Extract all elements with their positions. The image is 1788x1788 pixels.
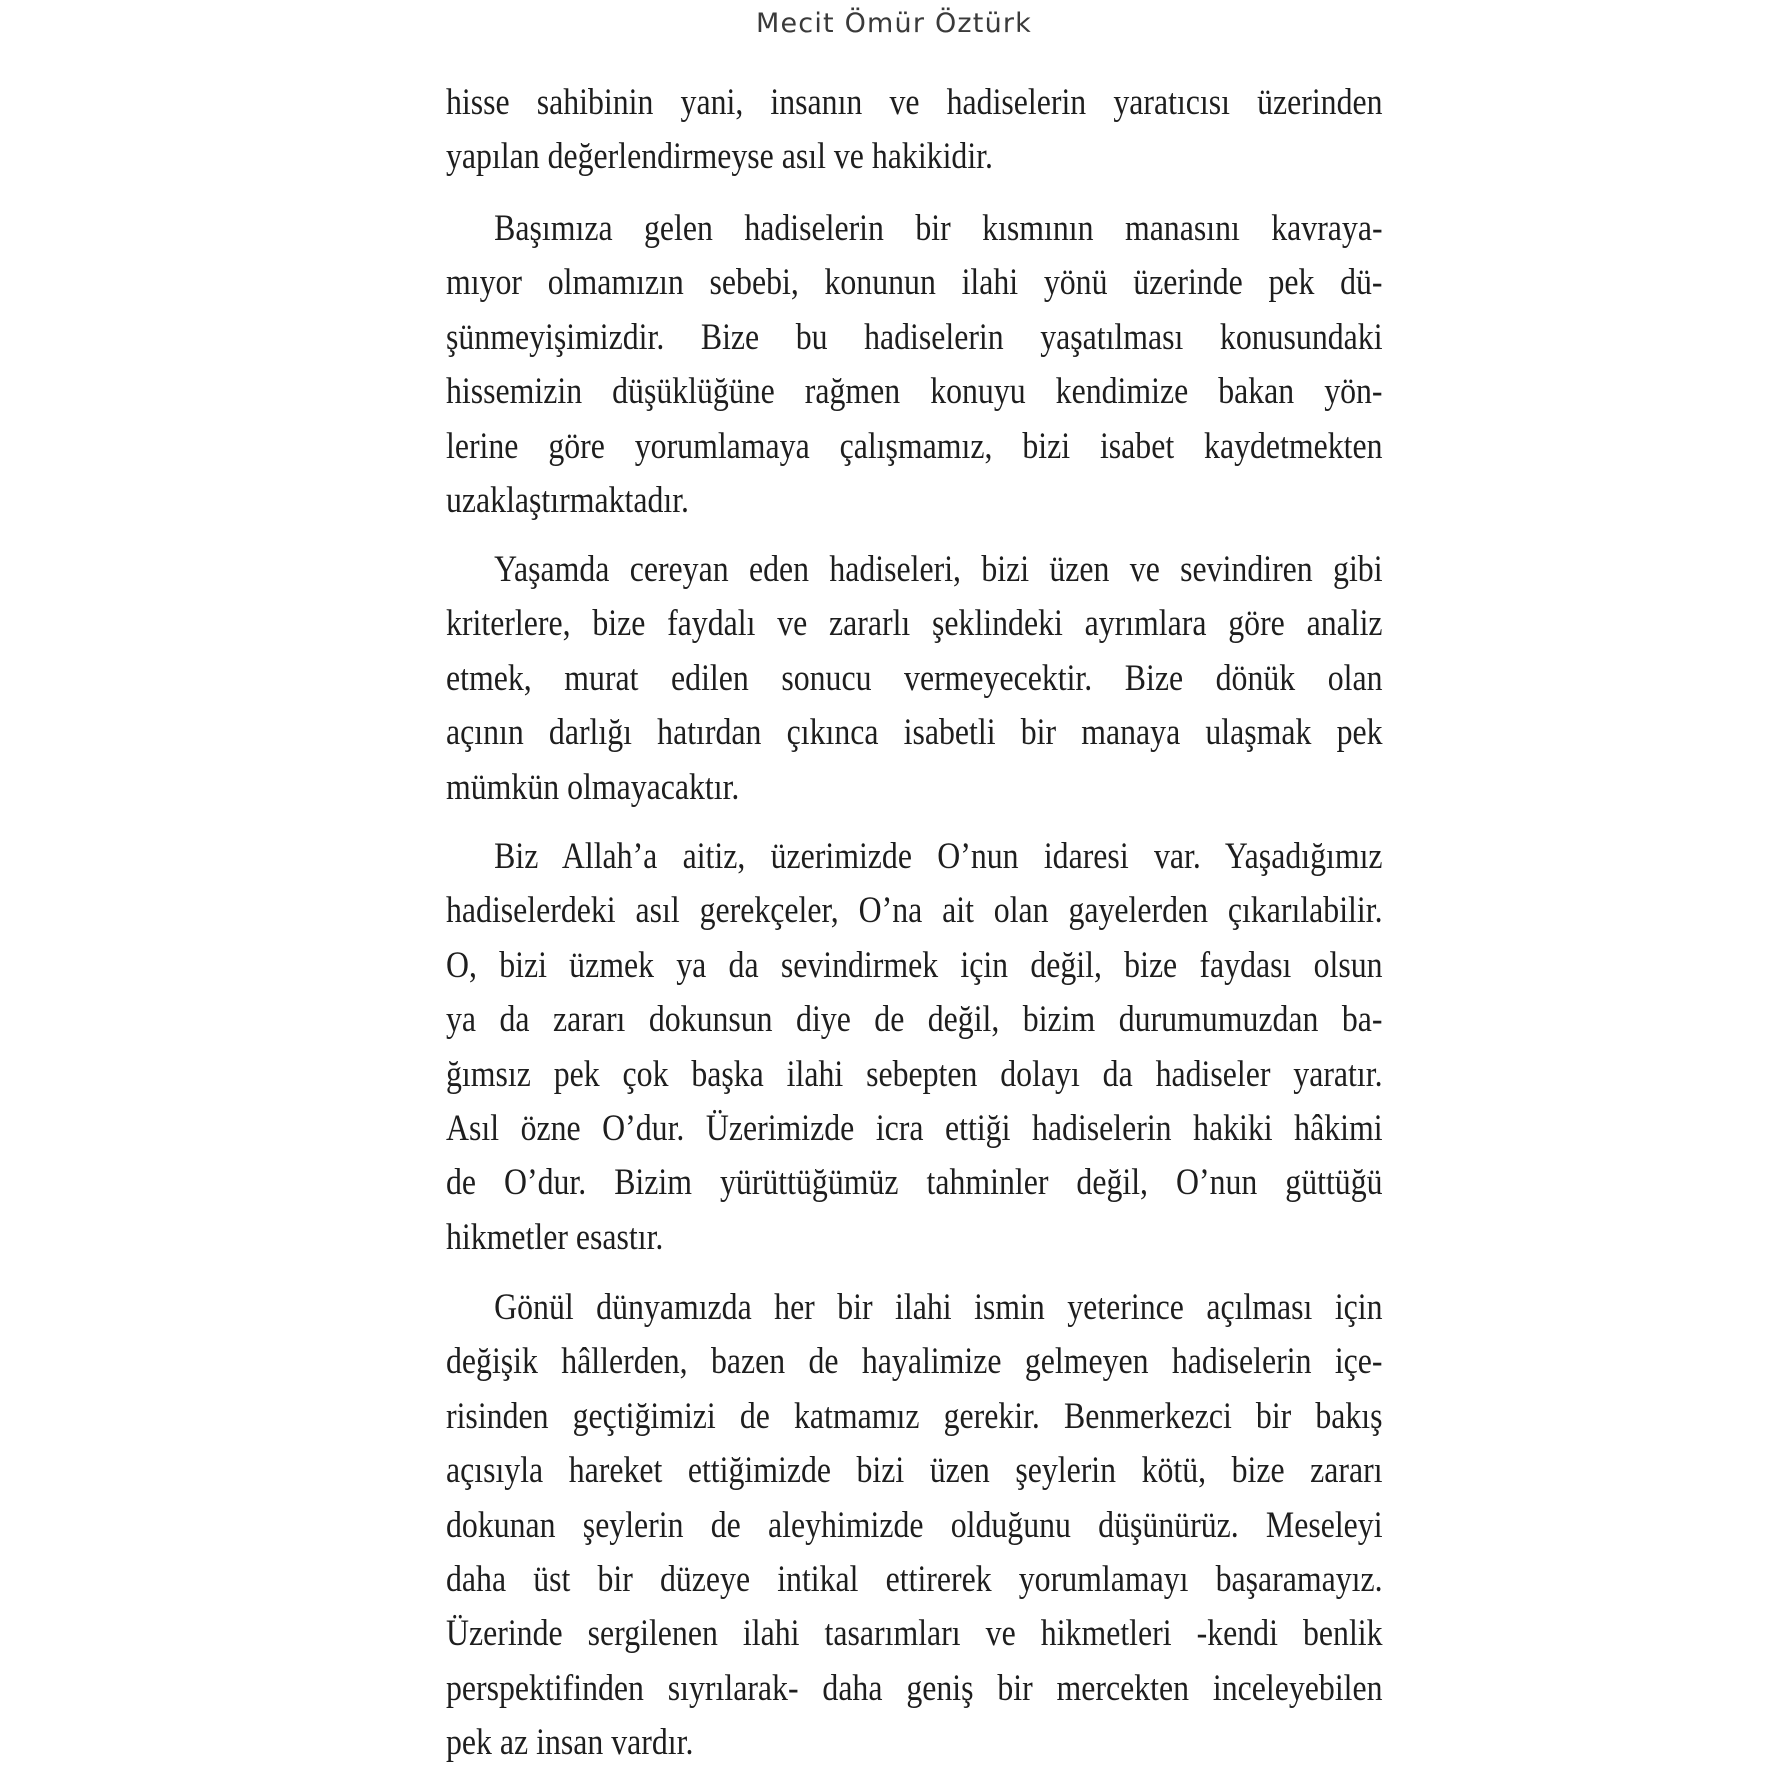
text-line: mıyor olmamızın sebebi, konunun ilahi yönü üzerinde pek dü- [446,262,1383,304]
text-line: hisse sahibinin yani, insanın ve hadiselerin yaratıcısı üzerinden [446,82,1383,123]
text-line: daha üst bir düzeye intikal ettirerek yorumlamayı başaramayız. [446,1558,1383,1600]
text-line: mümkün olmayacaktır. [446,766,740,808]
text-line: ya da zararı dokunsun diye de değil, bizim durumumuzdan ba- [446,999,1383,1041]
text-line: dokunan şeylerin de aleyhimizde olduğunu düşünürüz. Meseleyi [446,1504,1383,1546]
paragraph-3 [446,543,1383,815]
text-line: lerine göre yorumlamaya çalışmamız, bizi isabet kaydetmekten [446,425,1383,467]
text-line: Asıl özne O’dur. Üzerimizde icra ettiği hadiselerin hakiki hâkimi [446,1107,1383,1149]
text-line: de O’dur. Bizim yürüttüğümüz tahminler değil, O’nun güttüğü [446,1162,1383,1204]
text-line: Yaşamda cereyan eden hadiseleri, bizi üzen ve sevindiren gibi [494,549,1383,590]
text-line: kriterlere, bize faydalı ve zararlı şeklindeki ayrımlara göre analiz [446,603,1383,645]
text-line: pek az insan vardır. [446,1722,694,1764]
paragraph-2 [446,202,1383,528]
text-line: hissemizin düşüklüğüne rağmen konuyu kendimize bakan yön- [446,371,1383,413]
text-line: hadiselerdeki asıl gerekçeler, O’na ait olan gayelerden çıkarılabilir. [446,890,1383,932]
text-line: Başımıza gelen hadiselerin bir kısmının manasını kavraya- [494,208,1383,249]
text-line: yapılan değerlendirmeyse asıl ve hakikidir. [446,136,993,178]
text-line: perspektifinden sıyrılarak- daha geniş bir mercekten inceleyebilen [446,1667,1383,1709]
text-line: değişik hâllerden, bazen de hayalimize gelmeyen hadiselerin içe- [446,1341,1383,1383]
paragraph-4 [446,830,1383,1265]
paragraph-1 [446,76,1383,185]
running-header-author: Mecit Ömür Öztürk [755,8,1033,39]
text-line: Biz Allah’a aitiz, üzerimizde O’nun idaresi var. Yaşadığımız [494,836,1383,877]
paragraph-5 [446,1281,1383,1771]
text-line: etmek, murat edilen sonucu vermeyecektir. Bize dönük olan [446,657,1383,699]
text-line: uzaklaştırmaktadır. [446,479,689,521]
text-line: açısıyla hareket ettiğimizde bizi üzen şeylerin kötü, bize zararı [446,1450,1383,1492]
text-line: O, bizi üzmek ya da sevindirmek için değil, bize faydası olsun [446,944,1383,986]
text-line: açının darlığı hatırdan çıkınca isabetli bir manaya ulaşmak pek [446,712,1383,754]
text-line: hikmetler esastır. [446,1216,664,1258]
text-line: ğımsız pek çok başka ilahi sebepten dolayı da hadiseler yaratır. [446,1053,1383,1095]
text-line: risinden geçtiğimizi de katmamız gerekir. Benmerkezci bir bakış [446,1395,1383,1437]
text-line: şünmeyişimizdir. Bize bu hadiselerin yaşatılması konusundaki [446,316,1383,358]
text-line: Üzerinde sergilenen ilahi tasarımları ve hikmetleri -kendi benlik [446,1613,1383,1655]
text-line: Gönül dünyamızda her bir ilahi ismin yeterince açılması için [494,1287,1383,1328]
